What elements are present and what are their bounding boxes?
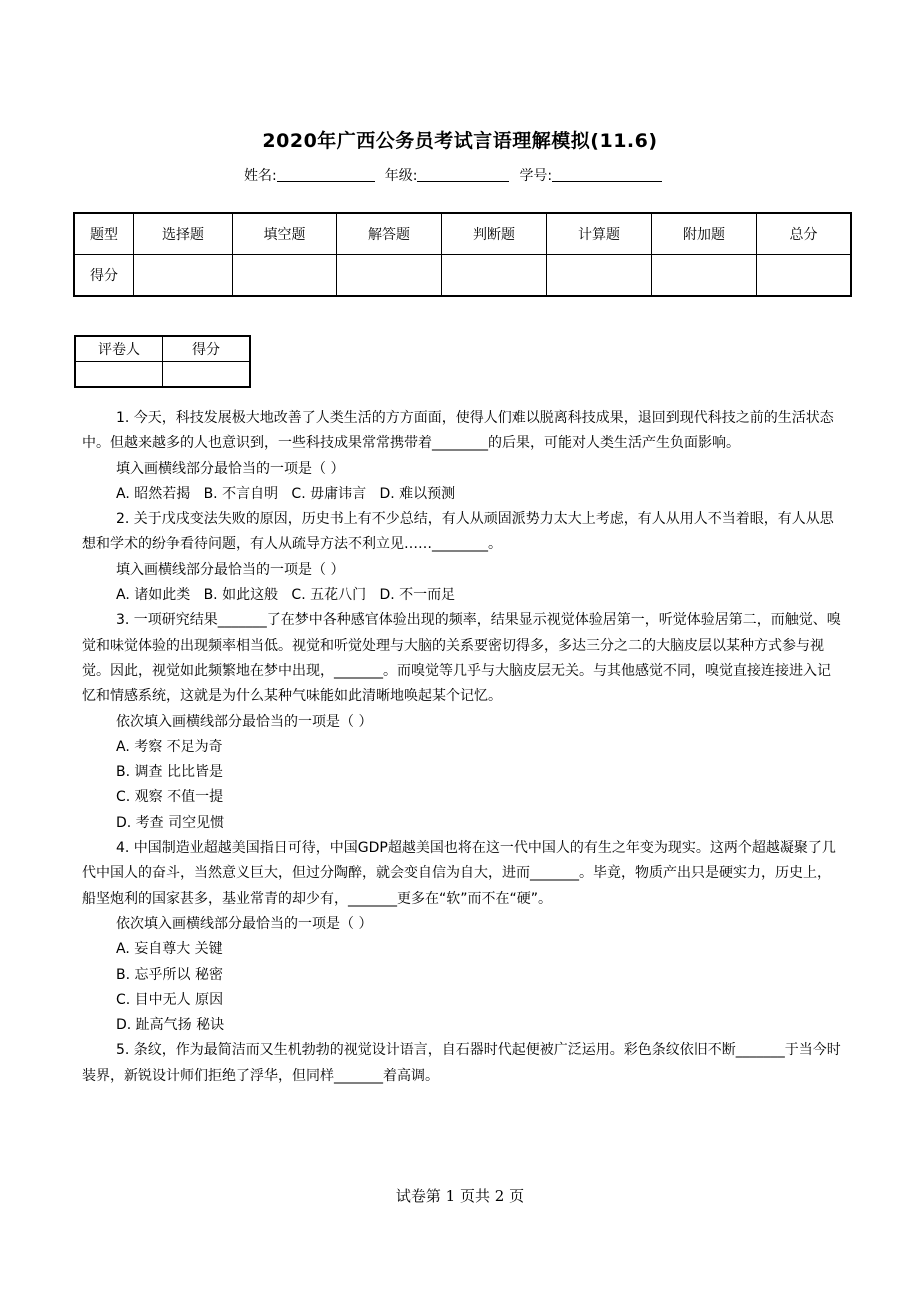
question-3-prompt: 依次填入画横线部分最恰当的一项是（ ） (116, 713, 373, 730)
score-header-cell: 附加题 (652, 213, 757, 255)
grade-blank (417, 167, 509, 182)
question-1-text: 1. 今天，科技发展极大地改善了人类生活的方方面面，使得人们难以脱离科技成果，退回到现代科技之前的生活状态中。但越来越多的人也意识到，一些科技成果常常携带着________的后果，可能对人类生活产生负面影响。 (82, 410, 834, 452)
question-4-text: 4. 中国制造业超越美国指日可待，中国GDP超越美国也将在这一代中国人的有生之年变为现实。这两个超越凝聚了几代中国人的奋斗，当然意义巨大，但过分陶醉，就会变自信为自大，进而_______。毕竟，物质产出只是硬实力，历史上，船坚炮利的国家甚多，基业常青的却少有，_______更多在“软”而不在“硬”。 (82, 840, 836, 907)
grader-table (74, 335, 251, 388)
score-cell (757, 255, 852, 297)
score-header-cell: 填空题 (233, 213, 337, 255)
student-info-line (244, 165, 662, 185)
score-header-cell: 计算题 (547, 213, 652, 255)
grade-label: 年级: (384, 168, 418, 184)
grader-header-cell: 评卷人 (75, 336, 163, 362)
score-row-label: 得分 (74, 255, 134, 297)
name-blank (277, 167, 375, 182)
score-cell (233, 255, 337, 297)
questions-body (82, 406, 842, 1089)
question-4-option-c: C. 目中无人 原因 (116, 991, 224, 1008)
score-cell (442, 255, 547, 297)
question-1-options: A. 昭然若揭 B. 不言自明 C. 毋庸讳言 D. 难以预测 (116, 485, 456, 502)
question-4-option-d: D. 趾高气扬 秘诀 (116, 1017, 225, 1034)
question-1-prompt: 填入画横线部分最恰当的一项是（ ） (116, 460, 345, 477)
score-table (73, 212, 852, 297)
grader-cell (75, 362, 163, 388)
question-4-option-b: B. 忘乎所以 秘密 (116, 966, 223, 983)
score-header-cell: 题型 (74, 213, 134, 255)
score-header-cell: 选择题 (134, 213, 233, 255)
page-footer: 试卷第 1 页共 2 页 (395, 1187, 525, 1205)
question-5-text: 5. 条纹，作为最简洁而又生机勃勃的视觉设计语言，自石器时代起便被广泛运用。彩色条纹依旧不断_______于当今时装界，新锐设计师们拒绝了浮华，但同样_______着高调。 (82, 1042, 841, 1084)
question-4-option-a: A. 妄自尊大 关键 (116, 941, 223, 958)
question-3-option-a: A. 考察 不足为奇 (116, 738, 223, 755)
score-cell (547, 255, 652, 297)
score-header-cell: 解答题 (337, 213, 442, 255)
score-header-cell: 总分 (757, 213, 852, 255)
score-table-header-row (74, 213, 851, 255)
question-3-option-c: C. 观察 不值一提 (116, 789, 224, 806)
score-cell (652, 255, 757, 297)
score-table-score-row (74, 255, 851, 297)
id-label: 学号: (519, 168, 553, 184)
question-2-text: 2. 关于戊戌变法失败的原因，历史书上有不少总结，有人从顽固派势力太大上考虑，有人从用人不当着眼，有人从思想和学术的纷争看待问题，有人从疏导方法不利立见……________。 (82, 511, 834, 553)
page-title: 2020年广西公务员考试言语理解模拟(11.6) (262, 130, 658, 152)
question-3-option-d: D. 考查 司空见惯 (116, 814, 225, 831)
question-3-option-b: B. 调查 比比皆是 (116, 764, 223, 781)
id-blank (552, 167, 662, 182)
name-label: 姓名: (244, 168, 277, 184)
score-cell (337, 255, 442, 297)
grader-header-cell: 得分 (163, 336, 251, 362)
score-header-cell: 判断题 (442, 213, 547, 255)
question-4-prompt: 依次填入画横线部分最恰当的一项是（ ） (116, 915, 373, 932)
question-2-prompt: 填入画横线部分最恰当的一项是（ ） (116, 561, 345, 578)
grader-cell (163, 362, 251, 388)
score-cell (134, 255, 233, 297)
question-2-options: A. 诸如此类 B. 如此这般 C. 五花八门 D. 不一而足 (116, 587, 456, 604)
question-3-text: 3. 一项研究结果_______了在梦中各种感官体验出现的频率，结果显示视觉体验居第一，听觉体验居第二，而触觉、嗅觉和味觉体验的出现频率相当低。视觉和听觉处理与大脑的关系要密切得多，多达三分之二的大脑皮层以某种方式参与视觉。因此，视觉如此频繁地在梦中出现，_______。而嗅觉等几乎与大脑皮层无关。与其他感觉不同，嗅觉直接连接进入记忆和情感系统，这就是为什么某种气味能如此清晰地唤起某个记忆。 (82, 612, 841, 705)
